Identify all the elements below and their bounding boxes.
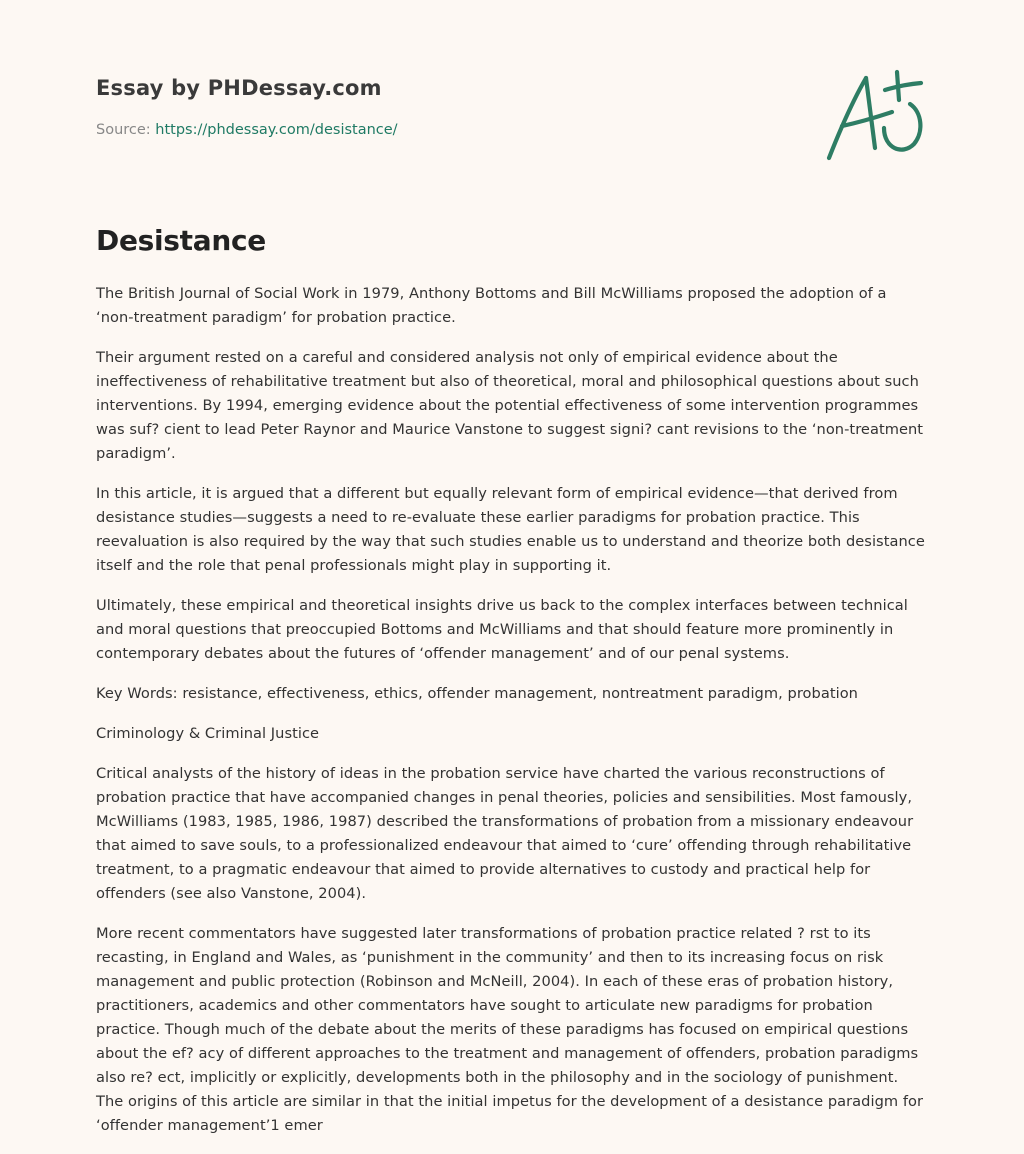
paragraph: Ultimately, these empirical and theoretical insights drive us back to the complex interfaces between technical and moral questions that preoccupied Bottoms and McWilliams and that should feature more prominently in contemporary debates about the futures of ‘offender management’ and of our penal systems. xyxy=(96,597,908,662)
paragraph: The British Journal of Social Work in 1979, Anthony Bottoms and Bill McWilliams proposed the adoption of a ‘non-treatment paradigm’ for probation practice. xyxy=(96,285,887,326)
key-words: Key Words: resistance, effectiveness, ethics, offender management, nontreatment paradigm, probation xyxy=(96,685,858,702)
paragraph: Their argument rested on a careful and considered analysis not only of empirical evidence about the ineffectiveness of rehabilitative treatment but also of theoretical, moral and philosophical questions about such interventions. By 1994, emerging evidence about the potential effectiveness of some intervention programmes was suf? cient to lead Peter Raynor and Maurice Vanstone to suggest signi? cant revisions to the ‘non-treatment paradigm’. xyxy=(96,349,924,462)
source-link[interactable]: https://phdessay.com/desistance/ xyxy=(155,122,398,138)
paragraph: Critical analysts of the history of ideas in the probation service have charted the various reconstructions of probation practice that have accompanied changes in penal theories, policies and sensibilities. Most famously, McWilliams (1983, 1985, 1986, 1987) described the transformations of probation from a missionary endeavour that aimed to save souls, to a professionalized endeavour that aimed to ‘cure’ offending through rehabilitative treatment, to a pragmatic endeavour that aimed to provide alternatives to custody and practical help for offenders (see also Vanstone, 2004). xyxy=(96,765,914,902)
source-label: Source: xyxy=(96,122,156,138)
paragraph: In this article, it is argued that a different but equally relevant form of empirical evidence—that derived from desistance studies—suggests a need to re-evaluate these earlier paradigms for probation practice. This reevaluation is also required by the way that such studies enable us to understand and theorize both desistance itself and the role that penal professionals might play in supporting it. xyxy=(96,485,925,574)
page-header xyxy=(96,76,796,138)
subject-label: Criminology & Criminal Justice xyxy=(96,725,320,742)
article xyxy=(96,224,928,1154)
paragraph: More recent commentators have suggested later transformations of probation practice related ? rst to its recasting, in England and Wales, as ‘punishment in the community’ and then to its increasing focus on risk management and public protection (Robinson and McNeill, 2004). In each of these eras of probation history, practitioners, academics and other commentators have sought to articulate new paradigms for probation practice. Though much of the debate about the merits of these paradigms has focused on empirical questions about the ef? acy of different approaches to the treatment and management of offenders, probation paradigms also re? ect, implicitly or explicitly, developments both in the philosophy and in the sociology of punishment. The origins of this article are similar in that the initial impetus for the development of a desistance paradigm for ‘offender management’1 emer xyxy=(96,925,924,1134)
a-plus-icon xyxy=(822,68,930,164)
article-title: Desistance xyxy=(96,224,266,257)
source-line xyxy=(96,122,796,138)
site-title: Essay by PHDessay.com xyxy=(96,76,382,100)
